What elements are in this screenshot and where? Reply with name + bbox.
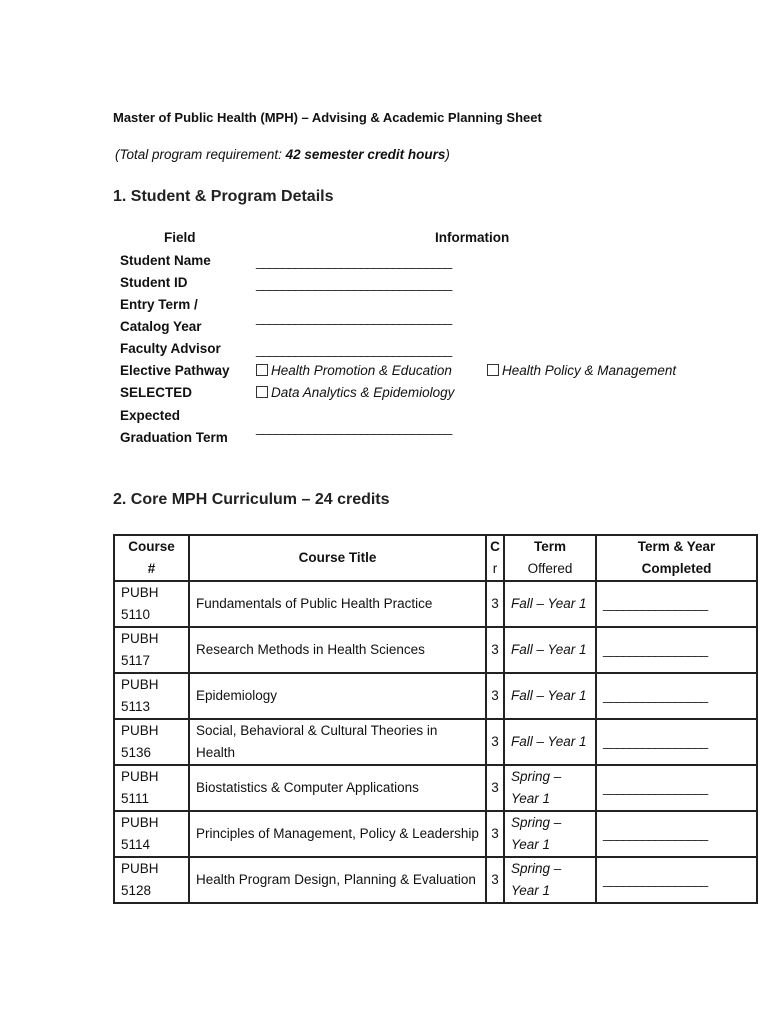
term-offered [504, 811, 596, 857]
table-row [114, 581, 757, 627]
header-credits [486, 535, 504, 581]
code-line: 5136 [121, 745, 152, 760]
term-completed-blank[interactable]: ________________ [596, 765, 757, 811]
code-line: PUBH [121, 677, 159, 692]
term-offered [504, 581, 596, 627]
term-completed-blank[interactable]: ________________ [596, 719, 757, 765]
term-offered [504, 673, 596, 719]
course-credits: 3 [486, 719, 504, 765]
course-title: Social, Behavioral & Cultural Theories in Health [189, 719, 486, 765]
section-heading-student-details: 1. Student & Program Details [113, 188, 334, 205]
checkbox-icon[interactable] [256, 364, 268, 376]
section-heading-core-curriculum: 2. Core MPH Curriculum – 24 credits [113, 491, 390, 508]
code-line: 5117 [121, 653, 151, 668]
code-line: PUBH [121, 815, 159, 830]
label-student-id: Student ID [120, 275, 188, 290]
label-expected: Expected [120, 408, 181, 423]
term-completed-blank[interactable]: ________________ [596, 673, 757, 719]
course-credits: 3 [486, 857, 504, 903]
header-line: Completed [641, 561, 712, 576]
course-credits: 3 [486, 811, 504, 857]
course-code [114, 581, 189, 627]
term-offered [504, 627, 596, 673]
table-row [114, 719, 757, 765]
course-code [114, 719, 189, 765]
course-title: Epidemiology [189, 673, 486, 719]
column-header-information: Information [435, 230, 510, 245]
term-completed-blank[interactable]: ________________ [596, 581, 757, 627]
term-offered [504, 765, 596, 811]
table-header-row [114, 535, 757, 581]
document-title: Master of Public Health (MPH) – Advising & Academic Planning Sheet [113, 110, 542, 125]
header-course-title: Course Title [189, 535, 486, 581]
pathway-label: Health Promotion & Education [271, 363, 452, 378]
column-header-field: Field [164, 230, 196, 245]
header-line: Course [128, 539, 175, 554]
header-term-offered [504, 535, 596, 581]
label-elective-pathway: Elective Pathway [120, 363, 230, 378]
term-completed-blank[interactable]: ________________ [596, 857, 757, 903]
term-completed-blank[interactable]: ________________ [596, 627, 757, 673]
term-offered [504, 719, 596, 765]
header-course-number [114, 535, 189, 581]
label-entry-term: Entry Term / [120, 297, 198, 312]
code-line: PUBH [121, 585, 159, 600]
code-line: PUBH [121, 861, 159, 876]
code-line: PUBH [121, 631, 159, 646]
code-line: 5113 [121, 699, 151, 714]
entry-term-blank[interactable]: ______________________________ [256, 310, 452, 325]
term-line: Year 1 [511, 837, 551, 852]
header-line: r [492, 561, 498, 576]
label-selected: SELECTED [120, 385, 193, 400]
course-title: Health Program Design, Planning & Evaluation [189, 857, 486, 903]
code-line: PUBH [121, 723, 159, 738]
header-line: Term & Year [637, 539, 716, 554]
pathway-label: Data Analytics & Epidemiology [271, 385, 455, 400]
course-code [114, 627, 189, 673]
label-graduation-term: Graduation Term [120, 430, 228, 445]
table-row [114, 857, 757, 903]
course-credits: 3 [486, 765, 504, 811]
code-line: 5110 [121, 607, 151, 622]
graduation-term-blank[interactable]: ______________________________ [256, 420, 452, 435]
header-line: Term [533, 539, 566, 554]
pathway-option-health-promotion[interactable] [256, 360, 452, 382]
table-row [114, 811, 757, 857]
note-prefix: (Total program requirement: [115, 147, 286, 162]
term-line: Spring – [511, 769, 562, 784]
term-line: Spring – [511, 815, 562, 830]
faculty-advisor-blank[interactable]: ______________________________ [256, 342, 452, 357]
code-line: 5111 [121, 791, 150, 806]
label-faculty-advisor: Faculty Advisor [120, 341, 221, 356]
table-row [114, 627, 757, 673]
course-code [114, 765, 189, 811]
course-credits: 3 [486, 673, 504, 719]
term-line: Fall – Year 1 [511, 596, 587, 611]
course-credits: 3 [486, 627, 504, 673]
course-credits: 3 [486, 581, 504, 627]
term-line: Fall – Year 1 [511, 688, 587, 703]
course-code [114, 811, 189, 857]
term-line: Year 1 [511, 791, 551, 806]
label-catalog-year: Catalog Year [120, 319, 202, 334]
code-line: 5128 [121, 883, 152, 898]
student-name-blank[interactable]: ______________________________ [256, 254, 452, 269]
pathway-option-data-analytics[interactable] [256, 382, 454, 404]
term-line: Fall – Year 1 [511, 642, 587, 657]
course-title: Principles of Management, Policy & Leadership [189, 811, 486, 857]
course-title: Biostatistics & Computer Applications [189, 765, 486, 811]
term-completed-blank[interactable]: ________________ [596, 811, 757, 857]
checkbox-icon[interactable] [487, 364, 499, 376]
header-line: C [490, 539, 500, 554]
header-line: Offered [527, 561, 573, 576]
program-requirement-note [115, 147, 450, 162]
header-line: # [147, 561, 156, 576]
pathway-option-health-policy[interactable] [487, 360, 676, 382]
pathway-label: Health Policy & Management [502, 363, 677, 378]
note-credit-hours: 42 semester credit hours [285, 147, 446, 162]
code-line: 5114 [121, 837, 151, 852]
term-offered [504, 857, 596, 903]
note-suffix: ) [445, 147, 450, 162]
table-row [114, 765, 757, 811]
course-title: Fundamentals of Public Health Practice [189, 581, 486, 627]
table-row [114, 673, 757, 719]
term-line: Year 1 [511, 883, 551, 898]
course-title: Research Methods in Health Sciences [189, 627, 486, 673]
code-line: PUBH [121, 769, 159, 784]
label-student-name: Student Name [120, 253, 211, 268]
core-curriculum-table [113, 534, 758, 904]
term-line: Fall – Year 1 [511, 734, 587, 749]
checkbox-icon[interactable] [256, 386, 268, 398]
course-code [114, 673, 189, 719]
header-term-completed [596, 535, 757, 581]
course-code [114, 857, 189, 903]
term-line: Spring – [511, 861, 562, 876]
student-id-blank[interactable]: ______________________________ [256, 276, 452, 291]
